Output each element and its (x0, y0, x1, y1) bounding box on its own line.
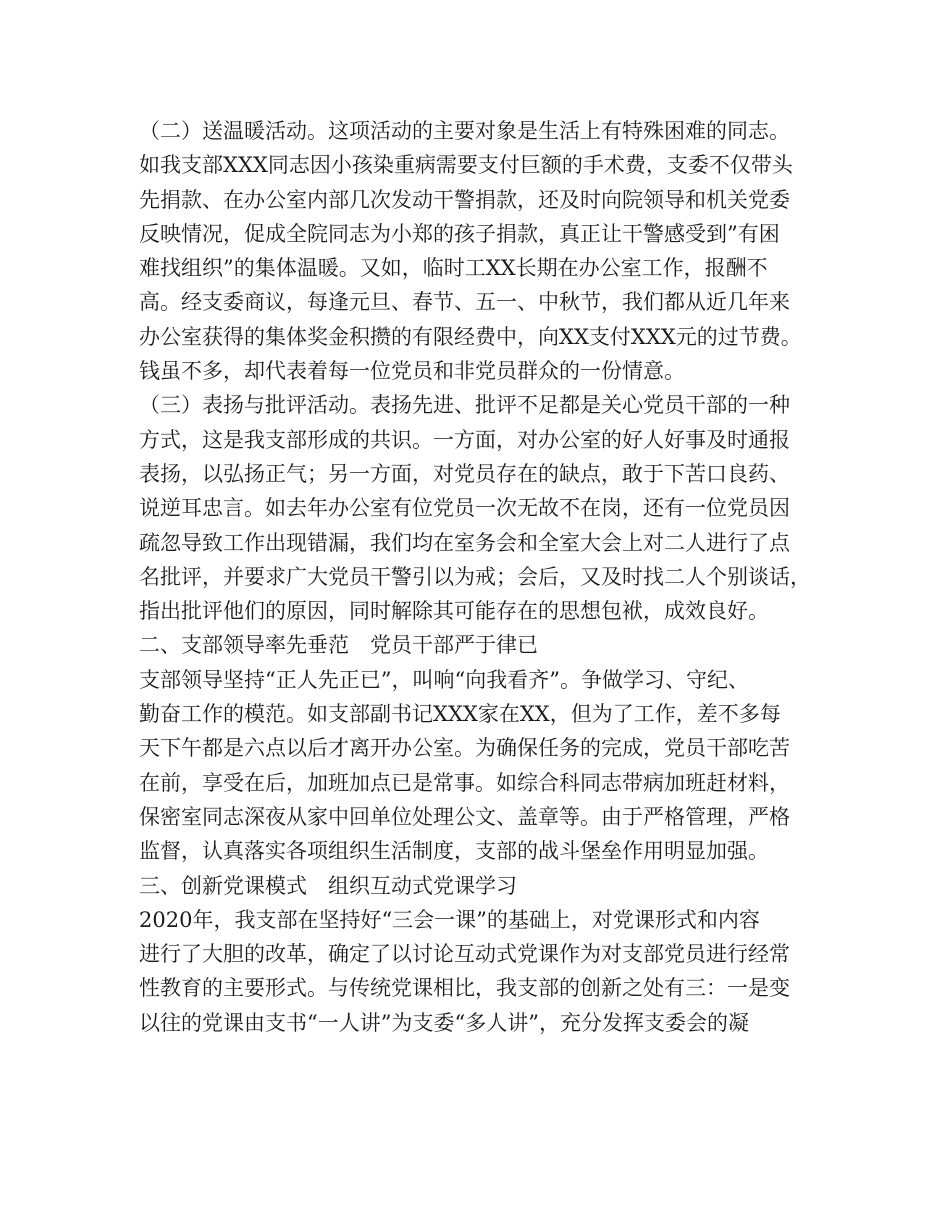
text-line: 高。经支委商议，每逢元旦、春节、五一、中秋节，我们都从近几年来 (139, 290, 790, 315)
text-line: 指出批评他们的原因，同时解除其可能存在的思想包袱，成效良好。 (139, 599, 769, 624)
text-line: 监督，认真落实各项组织生活制度，支部的战斗堡垒作用明显加强。 (139, 839, 769, 864)
text-line: （二）送温暖活动。这项活动的主要对象是生活上有特殊困难的同志。 (139, 119, 790, 143)
text-line: 进行了大胆的改革，确定了以讨论互动式党课作为对支部党员进行经常 (139, 942, 790, 967)
text-line: 在前，享受在后，加班加点已是常事。如综合科同志带病加班赶材料， (139, 770, 790, 795)
section-heading: 三、创新党课模式 组织互动式党课学习 (139, 873, 517, 898)
text-line: 表扬，以弘扬正气；另一方面，对党员存在的缺点，敢于下苦口良药、 (139, 461, 790, 486)
document-body (139, 114, 839, 1040)
text-line: 疏忽导致工作出现错漏，我们均在室务会和全室大会上对二人进行了点 (139, 530, 790, 555)
text-line: 以往的党课由支书“一人讲”为支委“多人讲”，充分发挥支委会的凝 (139, 1010, 749, 1035)
text-line: 方式，这是我支部形成的共识。一方面，对办公室的好人好事及时通报 (139, 427, 790, 452)
text-line: 勤奋工作的模范。如支部副书记XXX家在XX，但为了工作，差不多每 (139, 702, 781, 727)
text-line: 2020年，我支部在坚持好“三会一课”的基础上，对党课形式和内容 (139, 907, 760, 932)
text-line: 支部领导坚持“正人先正已”，叫响“向我看齐”。争做学习、守纪、 (139, 667, 749, 692)
text-line: 保密室同志深夜从家中回单位处理公文、盖章等。由于严格管理，严格 (139, 804, 790, 829)
text-line: 先捐款、在办公室内部几次发动干警捐款，还及时向院领导和机关党委 (139, 187, 790, 212)
text-line: 如我支部XXX同志因小孩染重病需要支付巨额的手术费，支委不仅带头 (139, 153, 793, 178)
text-line: 办公室获得的集体奖金积攒的有限经费中，向XX支付XXX元的过节费。 (139, 324, 802, 349)
section-heading: 二、支部领导率先垂范 党员干部严于律已 (139, 633, 538, 658)
text-line: 难找组织”的集体温暖。又如，临时工XX长期在办公室工作，报酬不 (139, 256, 768, 281)
text-line: 名批评，并要求广大党员干警引以为戒；会后，又及时找二人个别谈话， (139, 564, 811, 589)
text-line: 天下午都是六点以后才离开办公室。为确保任务的完成，党员干部吃苦 (139, 736, 790, 761)
text-line: 性教育的主要形式。与传统党课相比，我支部的创新之处有三：一是变 (139, 976, 790, 1001)
text-line: （三）表扬与批评活动。表扬先进、批评不足都是关心党员干部的一种 (139, 393, 790, 418)
text-line: 钱虽不多，却代表着每一位党员和非党员群众的一份情意。 (139, 359, 685, 384)
text-line: 反映情况，促成全院同志为小郑的孩子捐款，真正让干警感受到”有困 (139, 221, 780, 246)
text-line: 说逆耳忠言。如去年办公室有位党员一次无故不在岗，还有一位党员因 (139, 496, 790, 521)
